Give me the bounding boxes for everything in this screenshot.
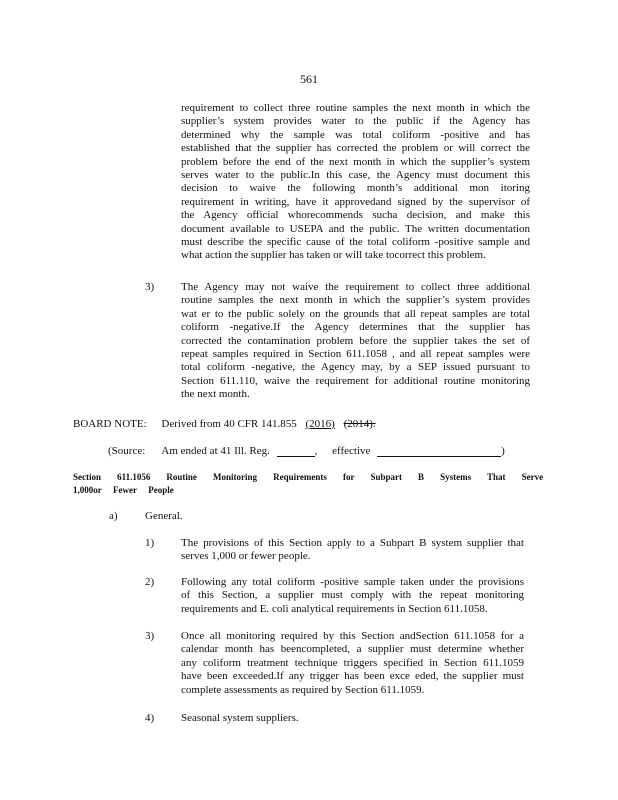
text-line: requirements and E. coli analytical requirements in Section 611.1058. — [181, 602, 488, 615]
subsection-title: General. — [145, 510, 183, 522]
item-label: 3) — [145, 630, 155, 642]
text-line: the Agency official whorecommends sucha decision, and make this — [181, 209, 530, 222]
item-label: 4) — [145, 712, 155, 724]
item-label: 2) — [145, 576, 155, 588]
text-line: decision to waive the following month’s additional mon itoring — [181, 182, 530, 195]
text-line: the next month. — [181, 388, 250, 401]
text-line: have been exceeded.If any trigger has been exce eded, the supplier must — [181, 670, 524, 683]
blank-line — [277, 445, 315, 457]
text-line: coliform -negative.If the Agency determines that the supplier has — [181, 321, 530, 334]
heading-line: 1,000or Fewer People — [73, 485, 174, 495]
text-line: The provisions of this Section apply to a Subpart B system supplier that — [181, 537, 524, 549]
text-line: supplier’s system provides water to the public if the Agency has — [181, 115, 530, 128]
text-line: total coliform -negative, the Agency may, by a SEP issued pursuant to — [181, 361, 530, 374]
text-line: Seasonal system suppliers. — [181, 712, 299, 724]
item-paragraph — [181, 281, 530, 402]
text-line: any coliform treatment technique triggers specified in Section 611.1059 — [181, 656, 524, 669]
item-paragraph — [181, 630, 524, 697]
text-line: repeat samples required in Section 611.1058 , and all repeat samples were — [181, 348, 530, 361]
subsection-label: a) — [109, 510, 118, 522]
text-line: of this Section, a supplier must comply with the repeat monitoring — [181, 589, 524, 602]
text-line: complete assessments as required by Section 611.1059. — [181, 683, 425, 696]
text-line: problem before the end of the next month in which the supplier’s system — [181, 155, 530, 168]
text-line: serves water to the public.In this case, the Agency must document this — [181, 169, 530, 182]
text-line: Following any total coliform -positive sample taken under the provisions — [181, 576, 524, 588]
deleted-text: (2014) — [343, 418, 373, 430]
text-line: must describe the specific cause of the total coliform -positive sample and — [181, 236, 530, 249]
section-heading — [73, 471, 543, 497]
text-line: calendar month has beencompleted, a supplier must determine whether — [181, 643, 524, 656]
blank-line — [377, 445, 501, 457]
text-line: document available to USEPA and the public. The written documentation — [181, 222, 530, 235]
source-open: (Source: — [108, 445, 146, 457]
source-close: ) — [501, 445, 505, 457]
item-paragraph — [181, 537, 524, 564]
inserted-text: (2016) — [305, 418, 335, 430]
board-note — [73, 418, 382, 430]
board-note-text: Derived from 40 CFR 141.855 — [161, 418, 297, 430]
text-line: determined why the sample was total coliform -positive and has — [181, 128, 530, 141]
text-line: routine samples the next month in which the supplier’s system provides — [181, 294, 530, 307]
text-line: The Agency may not waive the requirement to collect three additional — [181, 281, 530, 293]
heading-line: Section 611.1056 Routine Monitoring Requirements for Subpart B Systems That Serve — [73, 472, 544, 482]
text-line: what action the supplier has taken or will take tocorrect this problem. — [181, 249, 486, 262]
item-paragraph — [181, 712, 524, 725]
source-note: (Source: Am ended at 41 Ill. Reg. , effective ) — [108, 445, 505, 457]
text-line: Once all monitoring required by this Section andSection 611.1058 for a — [181, 630, 524, 642]
board-note-end: . — [372, 418, 376, 430]
text-line: requirement in writing, have it approvedand signed by the supervisor of — [181, 195, 530, 208]
text-line: established that the supplier has corrected the problem or will correct the — [181, 142, 530, 155]
text-line: requirement to collect three routine samples the next month in which the — [181, 102, 530, 114]
text-line: serves 1,000 or fewer people. — [181, 550, 311, 563]
item-paragraph — [181, 576, 524, 616]
text-line: Section 611.110, waive the requirement for additional routine monitoring — [181, 374, 530, 387]
board-note-prefix: BOARD NOTE: — [73, 418, 147, 430]
item-label: 3) — [145, 281, 155, 293]
source-effective: effective — [332, 445, 371, 457]
page-number: 561 — [300, 72, 318, 86]
continued-paragraph — [181, 102, 530, 263]
item-label: 1) — [145, 537, 155, 549]
source-text: Am ended at 41 Ill. Reg. — [161, 445, 270, 457]
text-line: wat er to the public solely on the grounds that all repeat samples are total — [181, 307, 530, 320]
text-line: corrected the contamination problem before the supplier takes the set of — [181, 334, 530, 347]
